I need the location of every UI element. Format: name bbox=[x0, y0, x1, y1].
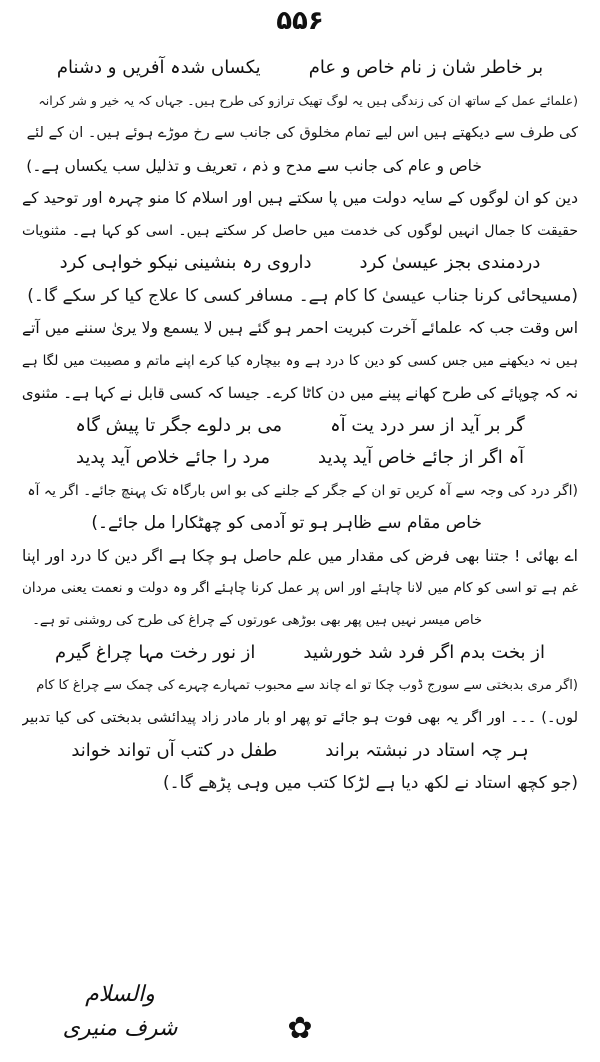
verse-couplet bbox=[22, 637, 578, 670]
closing-salutation: والسلام bbox=[85, 982, 155, 1007]
text-line: خاص و عام کی جانب سے مدح و ذم ، تعریف و تذلیل سب یکساں ہے۔) bbox=[26, 156, 482, 175]
verse-second-hemistich: یکساں شدہ آفریں و دشنام bbox=[56, 57, 261, 78]
translation-line: (علمائے عمل کے ساتھ ان کی زندگی ہیں یہ لوگ تھیک ترازو کی طرح ہیں۔ جہاں کہ یہ خیر و شر کرانہ bbox=[38, 92, 578, 108]
text-line: ہیں نہ دیکھنے میں جس کسی کو دین کا درد ہے وہ بیچارہ کیا کرے اپنے ماتم و مصیبت میں لگا ہے bbox=[22, 352, 578, 369]
text-line: خاص میسر نہیں ہیں پھر بھی بوڑھی عورتوں کے چراغ کی طرح کی روشنی تو ہے۔ bbox=[32, 612, 482, 628]
text-line: اس وقت جب کہ علمائے آخرت کبریت احمر ہو گئے ہیں لا یسمع ولا یریٰ سننے میں آتے bbox=[22, 319, 578, 337]
verse-couplet bbox=[22, 52, 578, 85]
verse-couplet bbox=[22, 735, 578, 768]
verse-couplet bbox=[22, 410, 578, 443]
verse-first-hemistich: ہر چہ استاد در نبشتہ براند bbox=[325, 739, 529, 761]
translation-line: (اگر مری بدبختی سے سورج ڈوب چکا تو اے چاند سے محبوب تمہارے چہرے کی چمک سے چراغ کا کام bbox=[36, 677, 578, 693]
verse-first-hemistich: دردمندی بجز عیسیٰ کرد bbox=[359, 252, 541, 273]
verse-second-hemistich: از نور رخت مہا چراغ گیرم bbox=[55, 642, 256, 663]
translation-line: (جو کچھ استاد نے لکھ دیا ہے لڑکا کتب میں وہی پڑھے گا۔) bbox=[163, 773, 578, 793]
text-line: لوں۔) ۔۔۔ اور اگر یہ بھی فوت ہو جائے تو پھر او بار مادر زاد پیدائشی بدبختی کی کیا تدبیر bbox=[22, 710, 578, 726]
verse-couplet bbox=[22, 442, 578, 475]
page-number: ۵۵۶ bbox=[276, 6, 324, 36]
verse-first-hemistich: آہ اگر از جائے خاص آید پدید bbox=[318, 447, 525, 468]
verse-second-hemistich: مرد را جائے خلاص آید پدید bbox=[75, 447, 271, 468]
flower-ornament-icon: ✿ bbox=[287, 1011, 313, 1046]
text-line: خاص مقام سے ظاہر ہو تو آدمی کو چھٹکارا مل جائے۔) bbox=[91, 513, 482, 533]
author-signature: شرف منیری bbox=[62, 1016, 178, 1041]
verse-second-hemistich: طفل در کتب آں تواند خواند bbox=[71, 739, 278, 761]
verse-first-hemistich: بر خاطر شان ز نام خاص و عام bbox=[308, 57, 544, 78]
text-line: نہ کہ چوپائے کی طرح کھانے پینے میں دن کاٹا کرے۔ جیسا کہ کسی قابل نے کہا ہے۔ مثنوی bbox=[22, 384, 578, 402]
translation-line: (مسیحائی کرنا جناب عیسیٰ کا کام ہے۔ مسافر کسی کا علاج کیا کر سکے گا۔) bbox=[27, 285, 578, 306]
verse-couplet bbox=[22, 247, 578, 280]
verse-first-hemistich: از بخت بدم اگر فرد شد خورشید bbox=[303, 642, 545, 663]
verse-second-hemistich: داروی رہ بنشینی نیکو خواہی کرد bbox=[59, 252, 312, 273]
text-line: اے بھائی ! جتنا بھی فرض کی مقدار میں علم حاصل ہو چکا ہے اگر دین کا درد اور اپنا bbox=[22, 546, 578, 565]
translation-line: (اگر درد کی وجہ سے آہ کریں تو ان کے جگر کے جلنے کی بو اس بارگاہ تک پہنچ جائے۔ اگر یہ آہ bbox=[27, 482, 578, 499]
translation-line: کی طرف سے دیکھتے ہیں اس لیے تمام مخلوق کی جانب سے رخ موڑے ہوئے ہیں۔ ان کے لئے bbox=[26, 125, 578, 141]
page-body bbox=[22, 52, 578, 800]
verse-first-hemistich: گر بر آید از سر درد یت آہ bbox=[330, 414, 525, 436]
verse-second-hemistich: می بر دلوے جگر تا پیش گاہ bbox=[75, 414, 283, 436]
text-line: حقیقت کا جمال انہیں لوگوں کی خدمت میں حاصل کر سکتے ہیں۔ اسی کو کہا ہے۔ مثنویات bbox=[22, 222, 578, 239]
text-line: غم ہے تو اسی کو کام میں لانا چاہئے اور اس پر عمل کرنا چاہئے اگر وہ دولت و نعمت یعنی مردان bbox=[22, 580, 578, 596]
text-line: دین کو ان لوگوں کے سایہ دولت میں پا سکتے ہیں اور اسلام کا منو چہرہ اور توحید کے bbox=[22, 189, 578, 207]
